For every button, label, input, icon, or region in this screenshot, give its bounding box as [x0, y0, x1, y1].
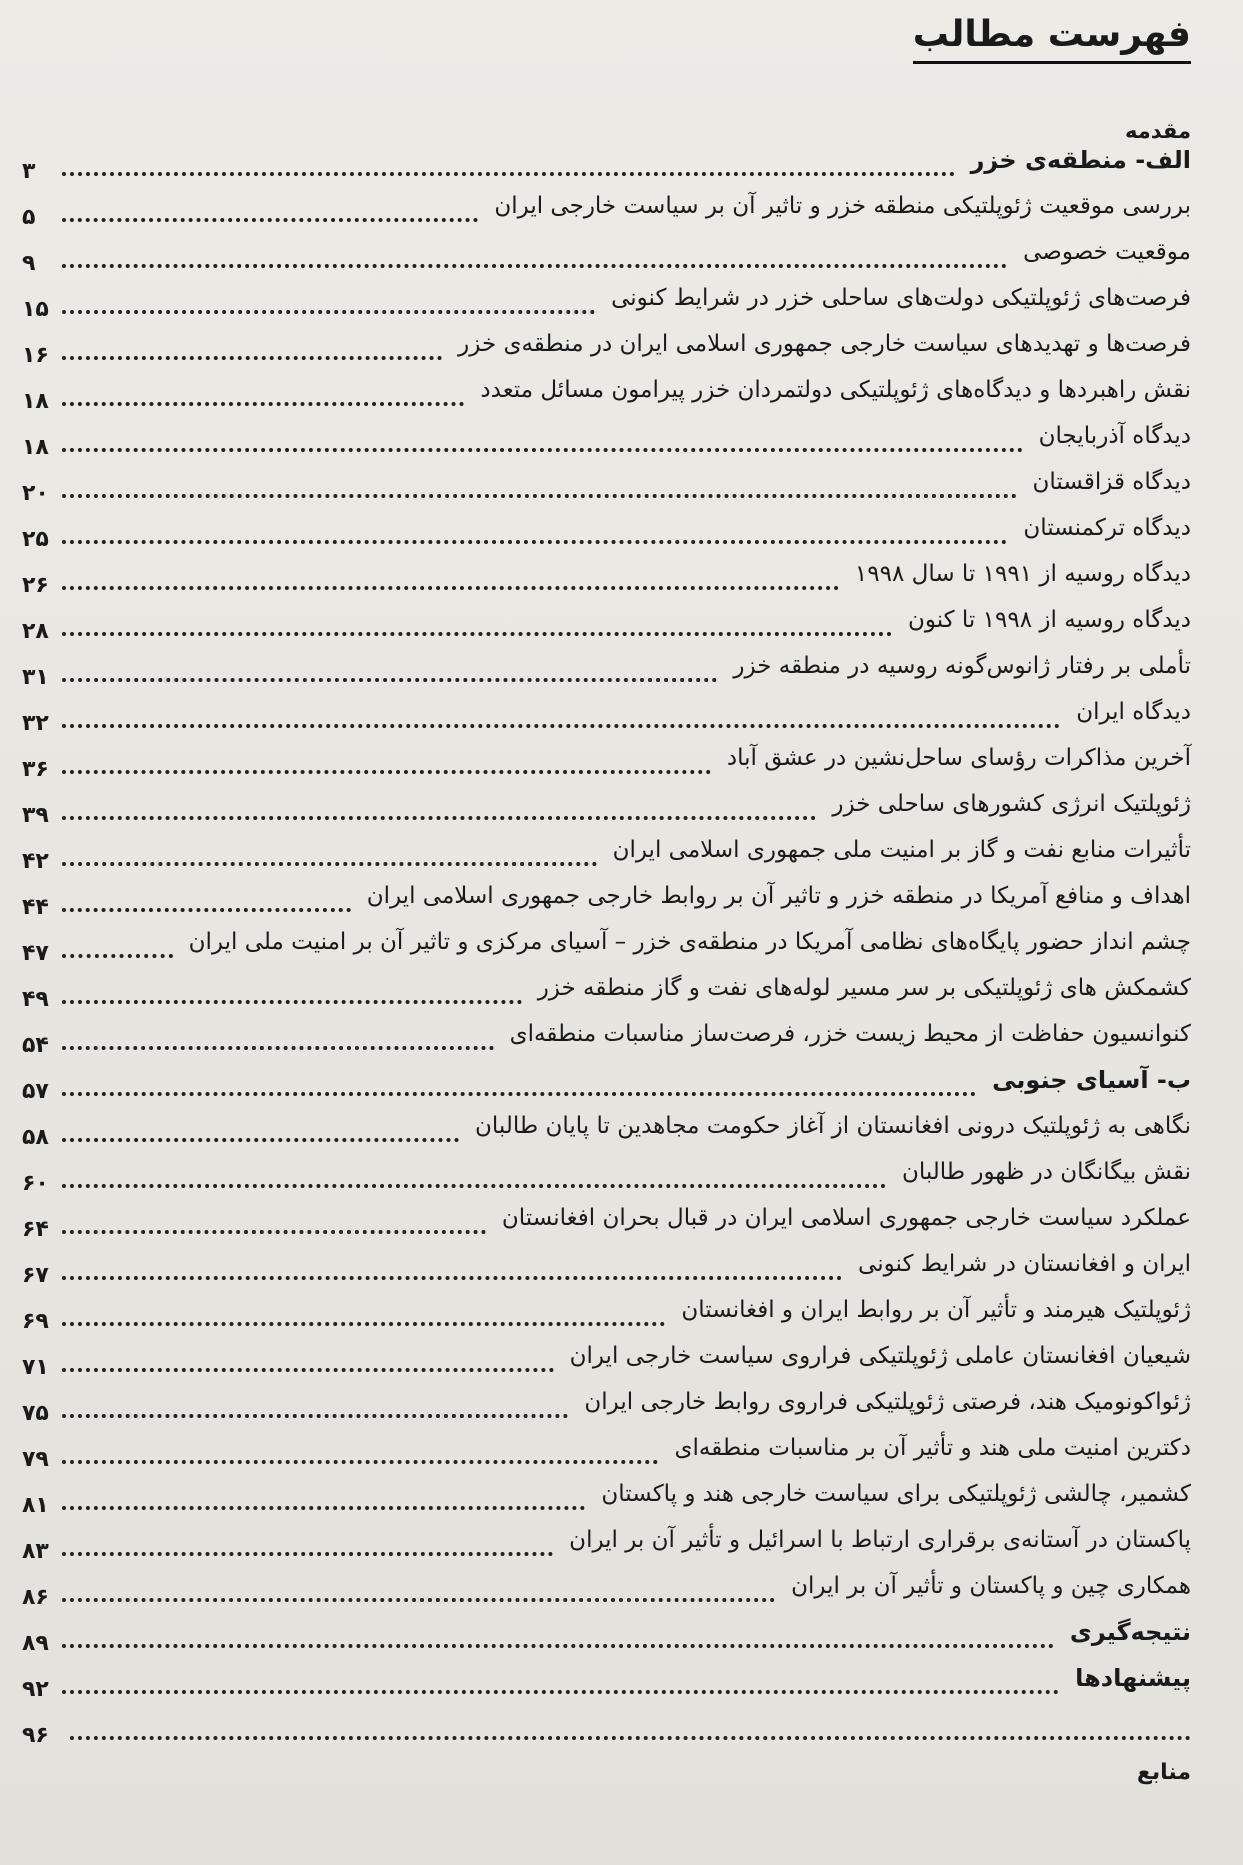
page-number: ۴۲: [22, 849, 49, 874]
toc-entry-label: فرصت‌ها و تهدیدهای سیاست خارجی جمهوری اسلامی ایران در منطقه‌ی خزر: [458, 331, 1191, 357]
dot-leader: [62, 1506, 585, 1510]
toc-entry-label: دیدگاه قزاقستان: [1032, 469, 1191, 495]
toc-entry: [22, 512, 1191, 558]
toc-entry-label: نگاهی به ژئوپلتیک درونی افغانستان از آغاز حکومت مجاهدین تا پایان طالبان: [474, 1113, 1191, 1139]
toc-entry: [22, 1248, 1191, 1294]
page-number: ۱۶: [22, 343, 49, 368]
page-number: ۶۷: [22, 1263, 49, 1288]
dot-leader: [62, 1276, 842, 1280]
toc-entry-label: بررسی موقعیت ژئوپلتیکی منطقه خزر و تاثیر آن بر سیاست خارجی ایران: [494, 193, 1191, 219]
toc-entry: [22, 328, 1191, 374]
toc-entry-label: موقعیت خصوصی: [1023, 239, 1191, 265]
page-number: ۶۴: [22, 1217, 49, 1242]
toc-entry: [22, 190, 1191, 236]
dot-leader: [62, 908, 351, 912]
toc-entry: [22, 1662, 1191, 1708]
toc-entry-label: همکاری چین و پاکستان و تأثیر آن بر ایران: [791, 1573, 1191, 1599]
toc-entry: [22, 604, 1191, 650]
toc-entry: [22, 374, 1191, 420]
toc-entry: [22, 972, 1191, 1018]
toc-entry-label: تأثیرات منابع نفت و گاز بر امنیت ملی جمهوری اسلامی ایران: [612, 837, 1191, 863]
dot-leader: [62, 1368, 554, 1372]
page-number: ۵۸: [22, 1125, 49, 1150]
toc-entry: [22, 466, 1191, 512]
toc-entry-label: پاکستان در آستانه‌ی برقراری ارتباط با اسرائیل و تأثیر آن بر ایران: [569, 1527, 1191, 1553]
toc-entry-label: الف- منطقه‌ی خزر: [970, 146, 1191, 174]
page-number: ۲۶: [22, 573, 49, 598]
toc-entry: [22, 788, 1191, 834]
dot-leader: [70, 1736, 1191, 1740]
toc-entries: [22, 144, 1191, 1708]
toc-entry-label: نتیجه‌گیری: [1069, 1618, 1191, 1646]
page-number: ۷۹: [22, 1447, 49, 1472]
toc-entry-label: عملکرد سیاست خارجی جمهوری اسلامی ایران در قبال بحران افغانستان: [501, 1205, 1191, 1231]
page-number: ۱۸: [22, 389, 49, 414]
toc-entry: [22, 420, 1191, 466]
toc-entry: [22, 880, 1191, 926]
toc-entry-label: تأملی بر رفتار ژانوس‌گونه روسیه در منطقه خزر: [733, 653, 1191, 679]
toc-entry: [22, 1340, 1191, 1386]
toc-entry: [22, 1616, 1191, 1662]
dot-leader: [62, 678, 717, 682]
dot-leader: [62, 1460, 658, 1464]
toc-entry: [22, 1156, 1191, 1202]
page-number: ۸۹: [22, 1631, 49, 1656]
page-number: ۴۴: [22, 895, 49, 920]
table-of-contents: [22, 118, 1191, 1794]
dot-leader: [62, 1322, 665, 1326]
toc-entry-label: دیدگاه روسیه از ۱۹۹۸ تا کنون: [907, 607, 1191, 633]
dot-leader: [62, 1552, 553, 1556]
toc-entry-label: ب- آسیای جنوبی: [992, 1066, 1191, 1094]
dot-leader: [62, 310, 595, 314]
dot-leader: [62, 402, 464, 406]
toc-entry: [22, 558, 1191, 604]
toc-entry-label: شیعیان افغانستان عاملی ژئوپلتیکی فراروی سیاست خارجی ایران: [569, 1343, 1191, 1369]
toc-entry-label: کنوانسیون حفاظت از محیط زیست خزر، فرصت‌ساز مناسبات منطقه‌ای: [509, 1021, 1191, 1047]
toc-entry-label: ژئواکونومیک هند، فرصتی ژئوپلتیکی فراروی روابط خارجی ایران: [584, 1389, 1191, 1415]
page-number: ۷۱: [22, 1355, 49, 1380]
toc-entry: [22, 1524, 1191, 1570]
page-number: ۴۷: [22, 941, 49, 966]
dot-leader: [62, 1598, 775, 1602]
toc-entry-label: منابع: [1136, 1760, 1191, 1785]
page-number: ۳۱: [22, 665, 49, 690]
dot-leader: [62, 954, 173, 958]
toc-entry-sources-page: [22, 1708, 1191, 1754]
page-number: ۲۵: [22, 527, 49, 552]
toc-entry: [22, 236, 1191, 282]
toc-entry-label: ژئوپلتیک هیرمند و تأثیر آن بر روابط ایران و افغانستان: [681, 1297, 1191, 1323]
toc-entry: [22, 1110, 1191, 1156]
toc-entry: [22, 742, 1191, 788]
dot-leader: [62, 1690, 1059, 1694]
page-number: ۶۹: [22, 1309, 49, 1334]
dot-leader: [62, 1414, 568, 1418]
toc-entry-label: دیدگاه آذربایجان: [1038, 423, 1191, 449]
toc-entry-label: کشمکش های ژئوپلتیکی بر سر مسیر لوله‌های نفت و گاز منطقه خزر: [537, 975, 1191, 1001]
page-number: ۳۹: [22, 803, 49, 828]
page-number: ۴۹: [22, 987, 49, 1012]
page-number: ۸۳: [22, 1539, 49, 1564]
dot-leader: [62, 540, 1007, 544]
page-number: ۸۱: [22, 1493, 49, 1518]
toc-entry: [22, 696, 1191, 742]
dot-leader: [62, 264, 1007, 268]
toc-intro: مقدمه: [1125, 119, 1191, 143]
page-number: ۹۲: [22, 1677, 49, 1702]
toc-entry: [22, 1432, 1191, 1478]
toc-entry-label: دکترین امنیت ملی هند و تأثیر آن بر مناسبات منطقه‌ای: [674, 1435, 1191, 1461]
toc-entry-label: کشمیر، چالشی ژئوپلتیکی برای سیاست خارجی هند و پاکستان: [601, 1481, 1191, 1507]
toc-entry: [22, 282, 1191, 328]
toc-entry: [22, 1570, 1191, 1616]
dot-leader: [62, 816, 816, 820]
toc-entry-label: اهداف و منافع آمریکا در منطقه خزر و تاثیر آن بر روابط خارجی جمهوری اسلامی ایران: [366, 883, 1191, 909]
dot-leader: [62, 1138, 459, 1142]
dot-leader: [62, 218, 478, 222]
toc-entry-label: ژئوپلتیک انرژی کشورهای ساحلی خزر: [832, 791, 1191, 817]
toc-entry-label: نقش بیگانگان در ظهور طالبان: [901, 1159, 1191, 1185]
title-block: [913, 14, 1191, 64]
dot-leader: [62, 862, 597, 866]
toc-entry: [22, 650, 1191, 696]
dot-leader: [62, 724, 1060, 728]
toc-entry-label: دیدگاه ایران: [1076, 699, 1191, 725]
toc-entry-label: ایران و افغانستان در شرایط کنونی: [858, 1251, 1191, 1277]
toc-entry: [22, 1202, 1191, 1248]
dot-leader: [62, 1644, 1054, 1648]
page-number: ۷۵: [22, 1401, 49, 1426]
page-number: ۹۶: [22, 1723, 49, 1748]
toc-entry: [22, 834, 1191, 880]
toc-entry: [22, 144, 1191, 190]
page-number: ۳۲: [22, 711, 49, 736]
dot-leader: [62, 1046, 494, 1050]
toc-entry-label: پیشنهادها: [1075, 1664, 1191, 1692]
dot-leader: [62, 1092, 976, 1096]
page-number: ۹: [22, 251, 36, 276]
toc-entry-label: چشم انداز حضور پایگاه‌های نظامی آمریکا در منطقه‌ی خزر – آسیای مرکزی و تاثیر آن بر امنیت ملی ایران: [188, 929, 1191, 955]
page-number: ۵: [22, 205, 36, 230]
page-number: ۲۰: [22, 481, 49, 506]
dot-leader: [62, 1184, 886, 1188]
dot-leader: [62, 172, 955, 176]
toc-entry-label: آخرین مذاکرات رؤسای ساحل‌نشین در عشق آباد: [726, 745, 1191, 771]
toc-entry: [22, 1018, 1191, 1064]
dot-leader: [62, 1000, 522, 1004]
toc-entry-label: دیدگاه ترکمنستان: [1023, 515, 1191, 541]
page-number: ۱۵: [22, 297, 49, 322]
toc-entry: [22, 1478, 1191, 1524]
dot-leader: [62, 1230, 486, 1234]
dot-leader: [62, 494, 1017, 498]
toc-entry: [22, 1064, 1191, 1110]
toc-entry: [22, 926, 1191, 972]
toc-entry-label: فرصت‌های ژئوپلتیکی دولت‌های ساحلی خزر در شرایط کنونی: [611, 285, 1191, 311]
toc-entry: [22, 1386, 1191, 1432]
page-number: ۳: [22, 159, 36, 184]
dot-leader: [62, 586, 839, 590]
toc-entry: [22, 1294, 1191, 1340]
page-number: ۱۸: [22, 435, 49, 460]
dot-leader: [62, 632, 892, 636]
page-number: ۳۶: [22, 757, 49, 782]
dot-leader: [62, 356, 442, 360]
dot-leader: [62, 448, 1023, 452]
page-number: ۵۷: [22, 1079, 49, 1104]
page-number: ۶۰: [22, 1171, 49, 1196]
page-number: ۸۶: [22, 1585, 49, 1610]
page-number: ۵۴: [22, 1033, 49, 1058]
toc-entry-sources: [22, 1754, 1191, 1794]
page-title: فهرست مطالب: [913, 14, 1191, 64]
page-number: ۲۸: [22, 619, 49, 644]
toc-entry-label: دیدگاه روسیه از ۱۹۹۱ تا سال ۱۹۹۸: [854, 561, 1191, 587]
dot-leader: [62, 770, 711, 774]
toc-entry-label: نقش راهبردها و دیدگاه‌های ژئوپلتیکی دولتمردان خزر پیرامون مسائل متعدد: [480, 377, 1191, 403]
